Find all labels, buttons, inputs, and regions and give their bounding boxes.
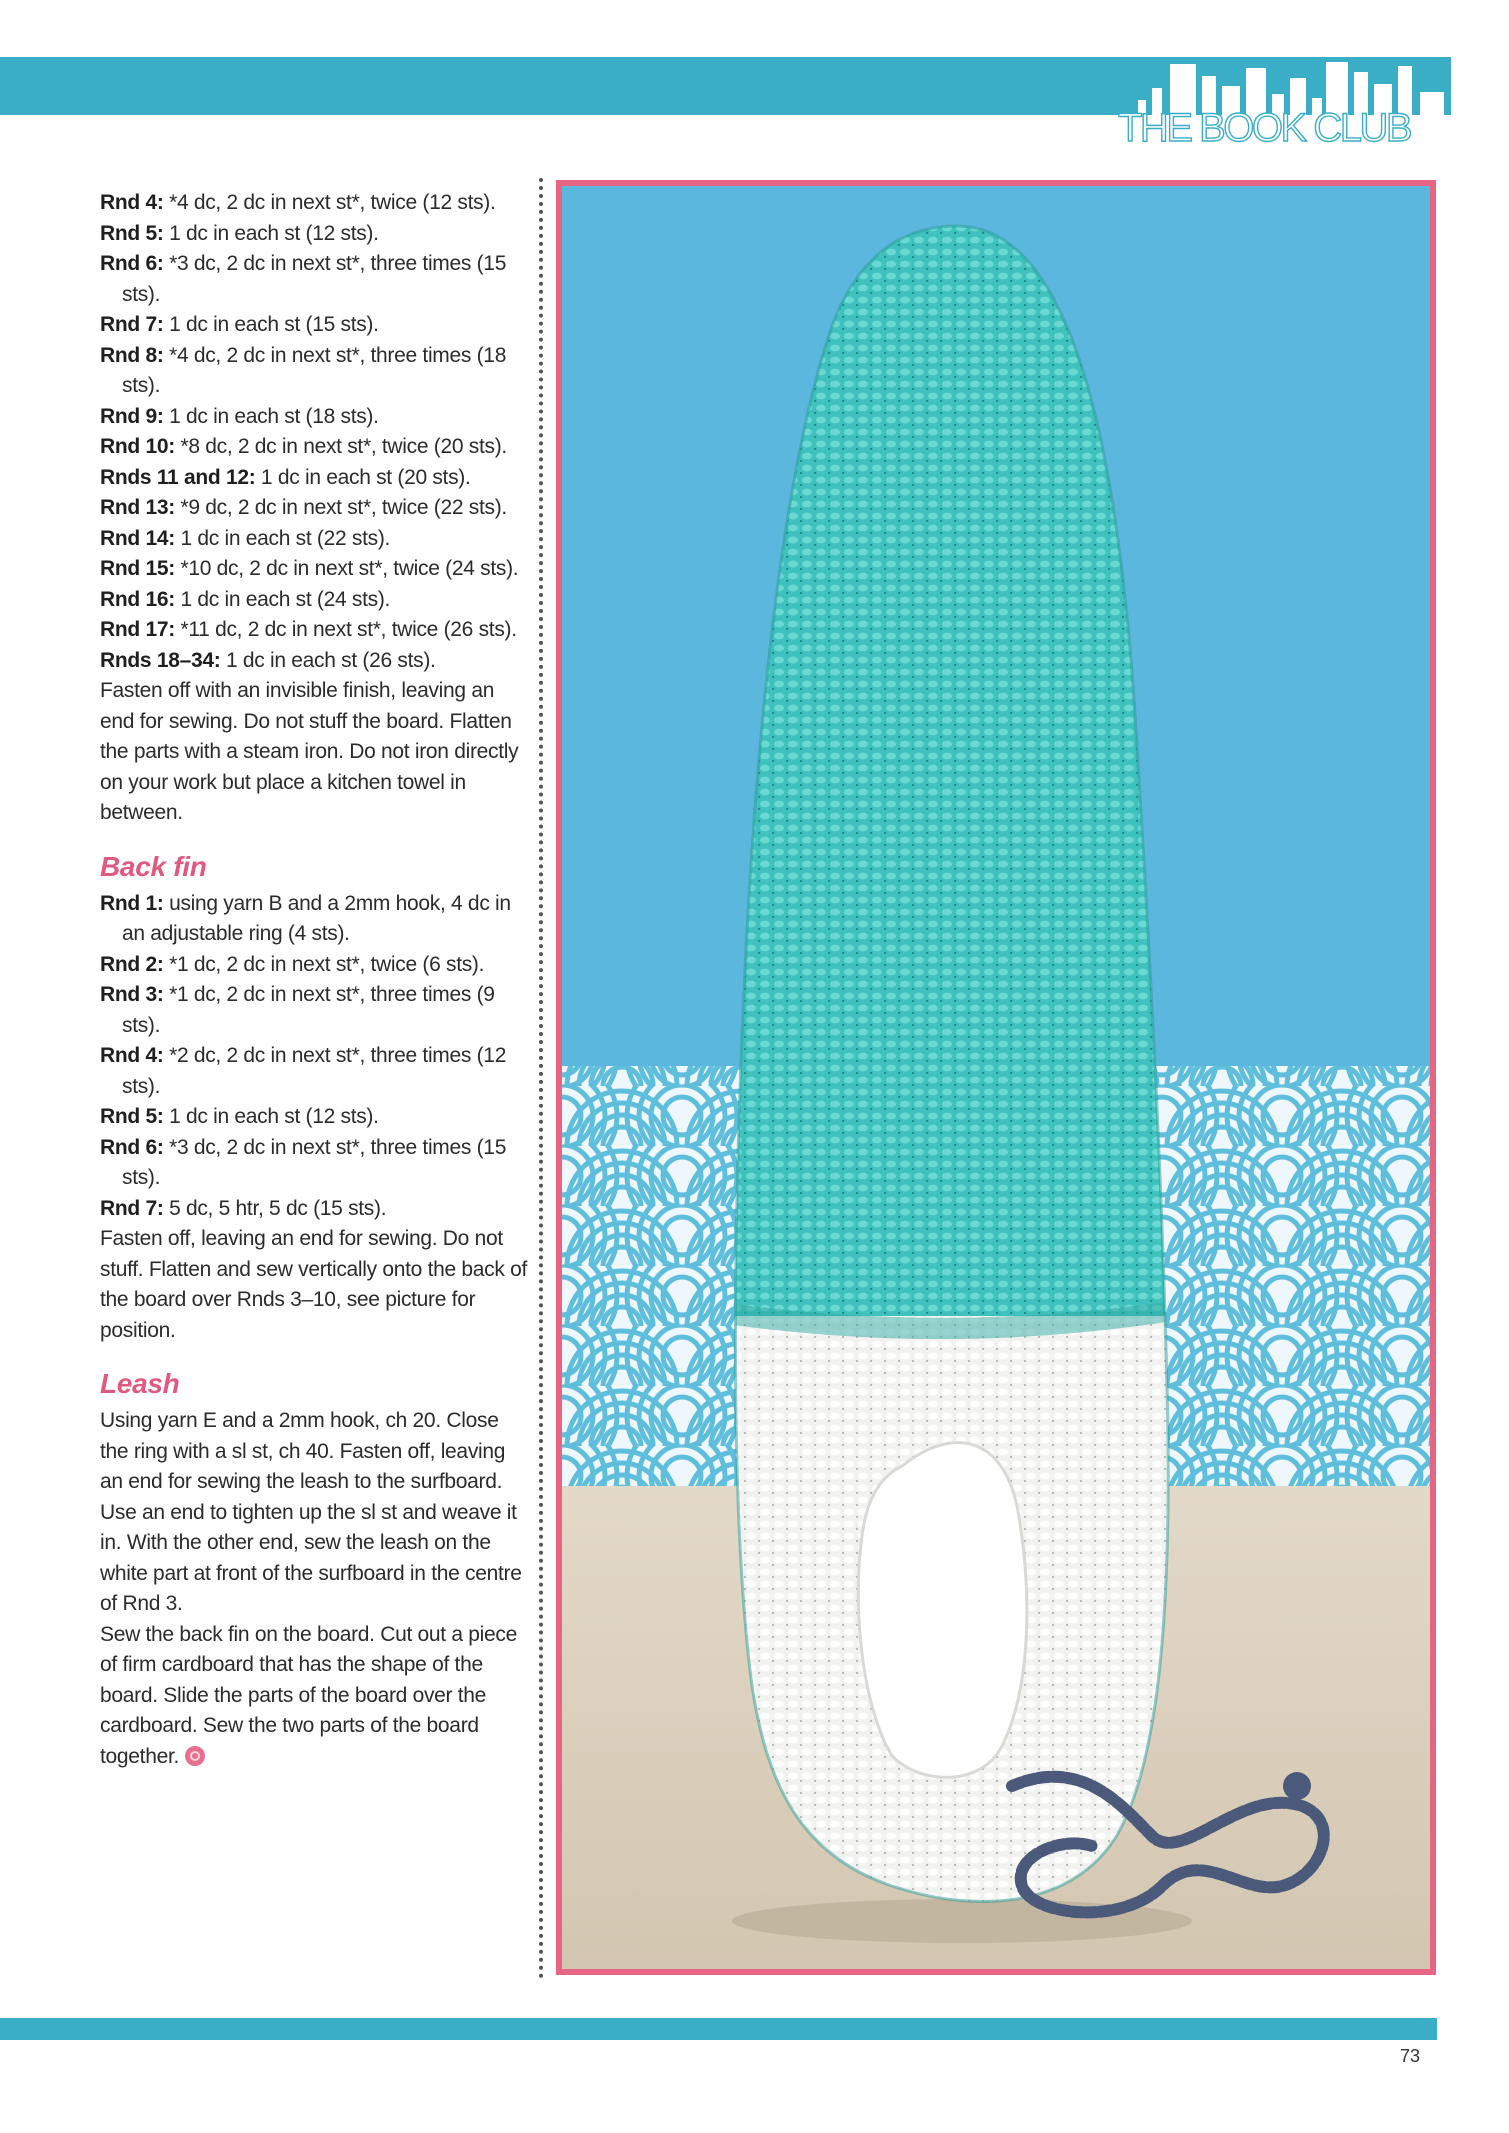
back-fin-finish-text: Fasten off, leaving an end for sewing. Do not stuff. Flatten and sew vertically onto the back of the board over Rnds 3–10, see picture for position. <box>100 1227 528 1342</box>
back-fin-steps <box>100 889 530 1225</box>
step-line: Rnd 5: 1 dc in each st (12 sts). <box>100 221 379 245</box>
intro-finish-text: Fasten off with an invisible finish, leaving an end for sewing. Do not stuff the board. Flatten the parts with a steam iron. Do not iron directly on your work but place a kitchen towel in between. <box>100 679 519 824</box>
leash-finish-line <box>100 1620 530 1773</box>
footer-bar <box>0 2018 1437 2040</box>
surfboard-photo <box>556 180 1436 1975</box>
step-line: Rnds 18–34: 1 dc in each st (26 sts). <box>100 648 436 672</box>
step-line: Rnd 1: using yarn B and a 2mm hook, 4 dc in an adjustable ring (4 sts). <box>100 891 511 945</box>
yarn-ball-end-icon <box>185 1746 205 1766</box>
column-divider <box>539 178 543 1980</box>
step-line: Rnd 9: 1 dc in each st (18 sts). <box>100 404 379 428</box>
leash-body-text: Using yarn E and a 2mm hook, ch 20. Close the ring with a sl st, ch 40. Fasten off, leaving an end for sewing the leash to the surfboard. Use an end to tighten up the sl st and weave it in. With the other end, sew the leash on the white part at front of the surfboard in the centre of Rnd 3. <box>100 1409 522 1615</box>
intro-steps <box>100 188 530 676</box>
page-number: 73 <box>1400 2046 1421 2066</box>
step-line: Rnd 8: *4 dc, 2 dc in next st*, three times (18 sts). <box>100 343 507 397</box>
step-line: Rnd 17: *11 dc, 2 dc in next st*, twice (26 sts). <box>100 618 517 641</box>
surfboard-illustration <box>562 186 1430 1969</box>
step-line: Rnd 2: *1 dc, 2 dc in next st*, twice (6 sts). <box>100 952 485 976</box>
pattern-text-column <box>100 188 530 1772</box>
step-line: Rnd 4: *2 dc, 2 dc in next st*, three times (12 sts). <box>100 1044 507 1098</box>
back-fin-heading: Back fin <box>100 850 207 882</box>
step-line: Rnd 5: 1 dc in each st (12 sts). <box>100 1105 379 1128</box>
step-line: Rnd 3: *1 dc, 2 dc in next st*, three times (9 sts). <box>100 983 495 1037</box>
back-fin-shape <box>858 1443 1027 1778</box>
step-line: Rnd 10: *8 dc, 2 dc in next st*, twice (20 sts). <box>100 435 507 458</box>
step-line: Rnds 11 and 12: 1 dc in each st (20 sts). <box>100 465 471 489</box>
step-line: Rnd 6: *3 dc, 2 dc in next st*, three times (15 sts). <box>100 252 507 306</box>
step-line: Rnd 16: 1 dc in each st (24 sts). <box>100 587 391 611</box>
step-line: Rnd 4: *4 dc, 2 dc in next st*, twice (12 sts). <box>100 191 496 214</box>
brand-title: THE BOOK CLUB <box>1118 106 1411 150</box>
step-line: Rnd 6: *3 dc, 2 dc in next st*, three times (15 sts). <box>100 1135 507 1189</box>
leash-finish-text: Sew the back fin on the board. Cut out a piece of firm cardboard that has the shape of the board. Slide the parts of the board over the cardboard. Sew the two parts of the board together. <box>100 1622 517 1768</box>
step-line: Rnd 13: *9 dc, 2 dc in next st*, twice (22 sts). <box>100 496 507 519</box>
step-line: Rnd 14: 1 dc in each st (22 sts). <box>100 526 391 550</box>
step-line: Rnd 15: *10 dc, 2 dc in next st*, twice (24 sts). <box>100 557 519 580</box>
step-line: Rnd 7: 5 dc, 5 htr, 5 dc (15 sts). <box>100 1196 387 1220</box>
step-line: Rnd 7: 1 dc in each st (15 sts). <box>100 313 379 336</box>
leash-heading: Leash <box>100 1368 180 1399</box>
